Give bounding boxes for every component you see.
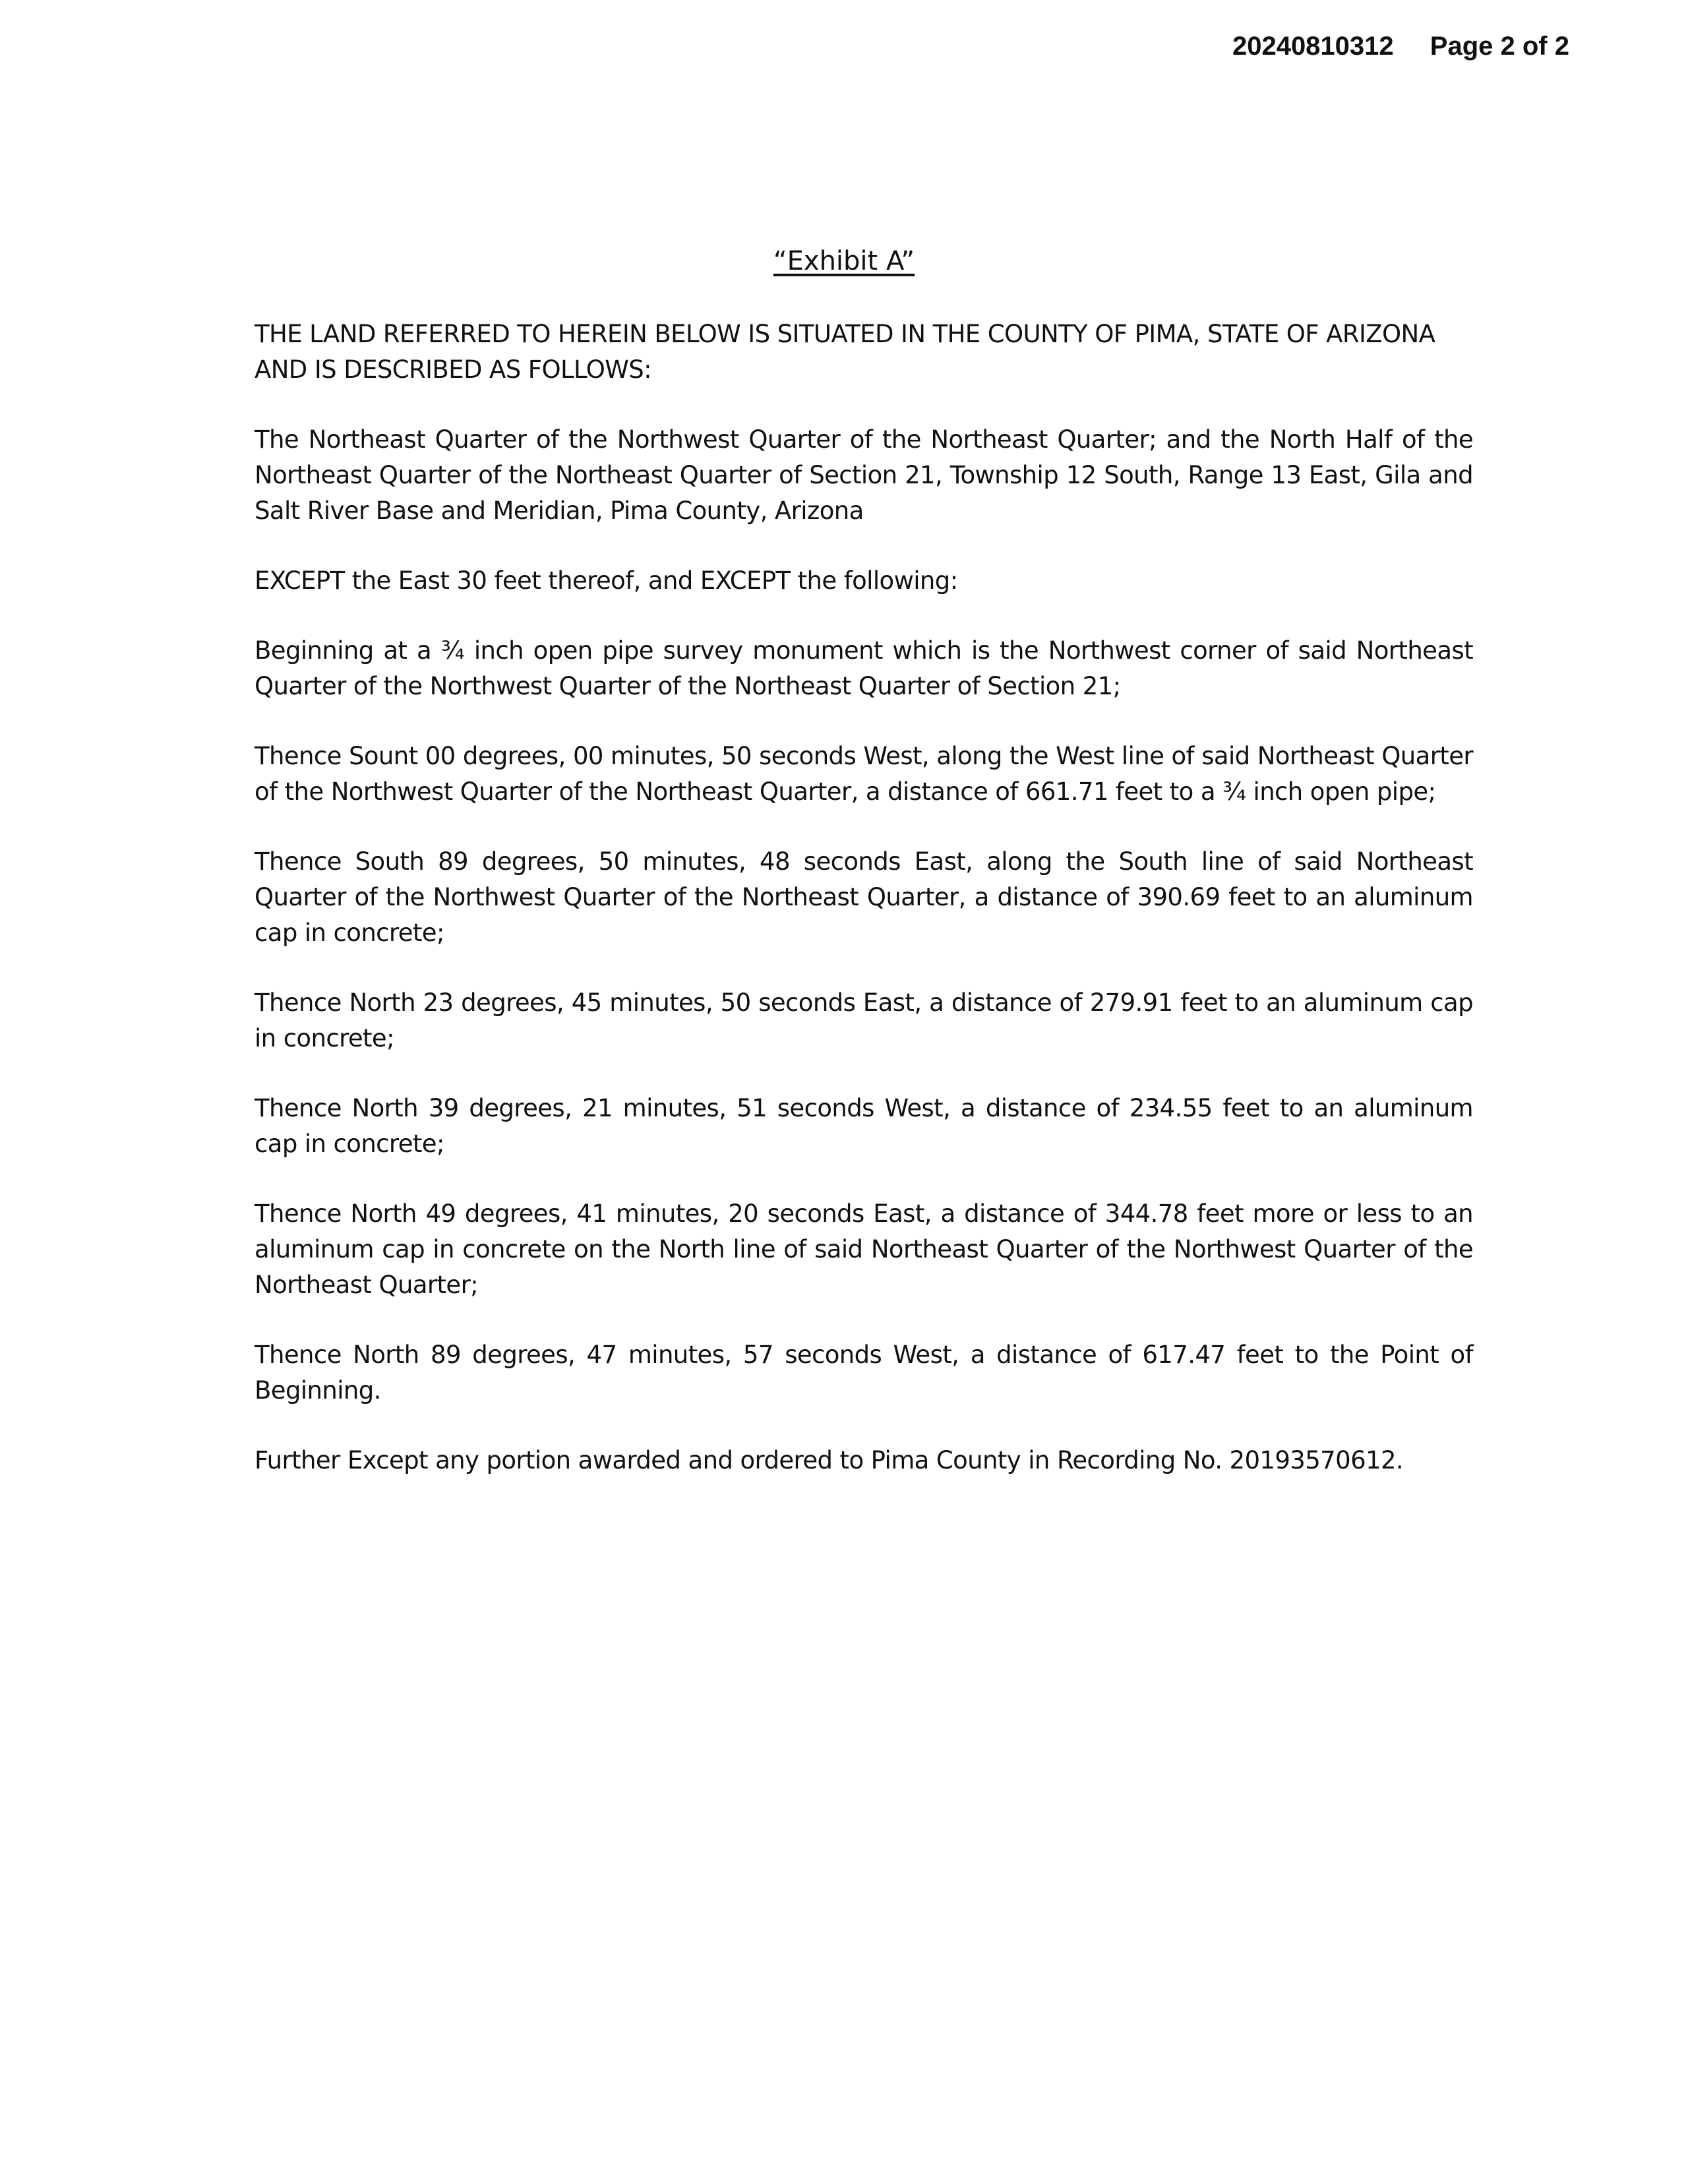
course-1: Thence Sount 00 degrees, 00 minutes, 50 seconds West, along the West line of said Northeast Quarter of the Northwest Quarter of the Northeast Quarter, a distance of 661.71 feet to a ¾ inch open pipe; bbox=[255, 742, 1473, 806]
exception-intro: EXCEPT the East 30 feet thereof, and EXCEPT the following: bbox=[255, 566, 958, 595]
page-indicator: Page 2 of 2 bbox=[1430, 32, 1569, 61]
course-6: Thence North 89 degrees, 47 minutes, 57 seconds West, a distance of 617.47 feet to the Point of Beginning. bbox=[255, 1341, 1473, 1405]
further-exception: Further Except any portion awarded and ordered to Pima County in Recording No. 20193570612. bbox=[255, 1446, 1404, 1474]
intro-paragraph: THE LAND REFERRED TO HEREIN BELOW IS SITUATED IN THE COUNTY OF PIMA, STATE OF ARIZONA AND IS DESCRIBED AS FOLLOWS: bbox=[255, 320, 1435, 384]
course-3: Thence North 23 degrees, 45 minutes, 50 seconds East, a distance of 279.91 feet to an aluminum cap in concrete; bbox=[255, 988, 1473, 1052]
course-4: Thence North 39 degrees, 21 minutes, 51 seconds West, a distance of 234.55 feet to an aluminum cap in concrete; bbox=[255, 1094, 1473, 1158]
course-2: Thence South 89 degrees, 50 minutes, 48 seconds East, along the South line of said Northeast Quarter of the Northwest Quarter of the Northeast Quarter, a distance of 390.69 feet to an aluminum cap in concrete; bbox=[255, 847, 1473, 947]
parcel-description: The Northeast Quarter of the Northwest Quarter of the Northeast Quarter; and the North Half of the Northeast Quarter of the Northeast Quarter of Section 21, Township 12 South, Range 13 East, Gila and Salt River Base and Meridian, Pima County, Arizona bbox=[255, 425, 1473, 525]
exhibit-title-wrapper bbox=[0, 244, 1688, 278]
page-header bbox=[1232, 30, 1569, 62]
legal-description bbox=[255, 317, 1473, 1513]
point-of-beginning: Beginning at a ¾ inch open pipe survey monument which is the Northwest corner of said Northeast Quarter of the Northwest Quarter of the Northeast Quarter of Section 21; bbox=[255, 636, 1473, 700]
recording-number: 20240810312 bbox=[1232, 32, 1394, 61]
course-5: Thence North 49 degrees, 41 minutes, 20 seconds East, a distance of 344.78 feet more or less to an aluminum cap in concrete on the North line of said Northeast Quarter of the Northwest Quarter of the Northeast Quarter; bbox=[255, 1199, 1473, 1299]
exhibit-title: “Exhibit A” bbox=[773, 246, 915, 276]
